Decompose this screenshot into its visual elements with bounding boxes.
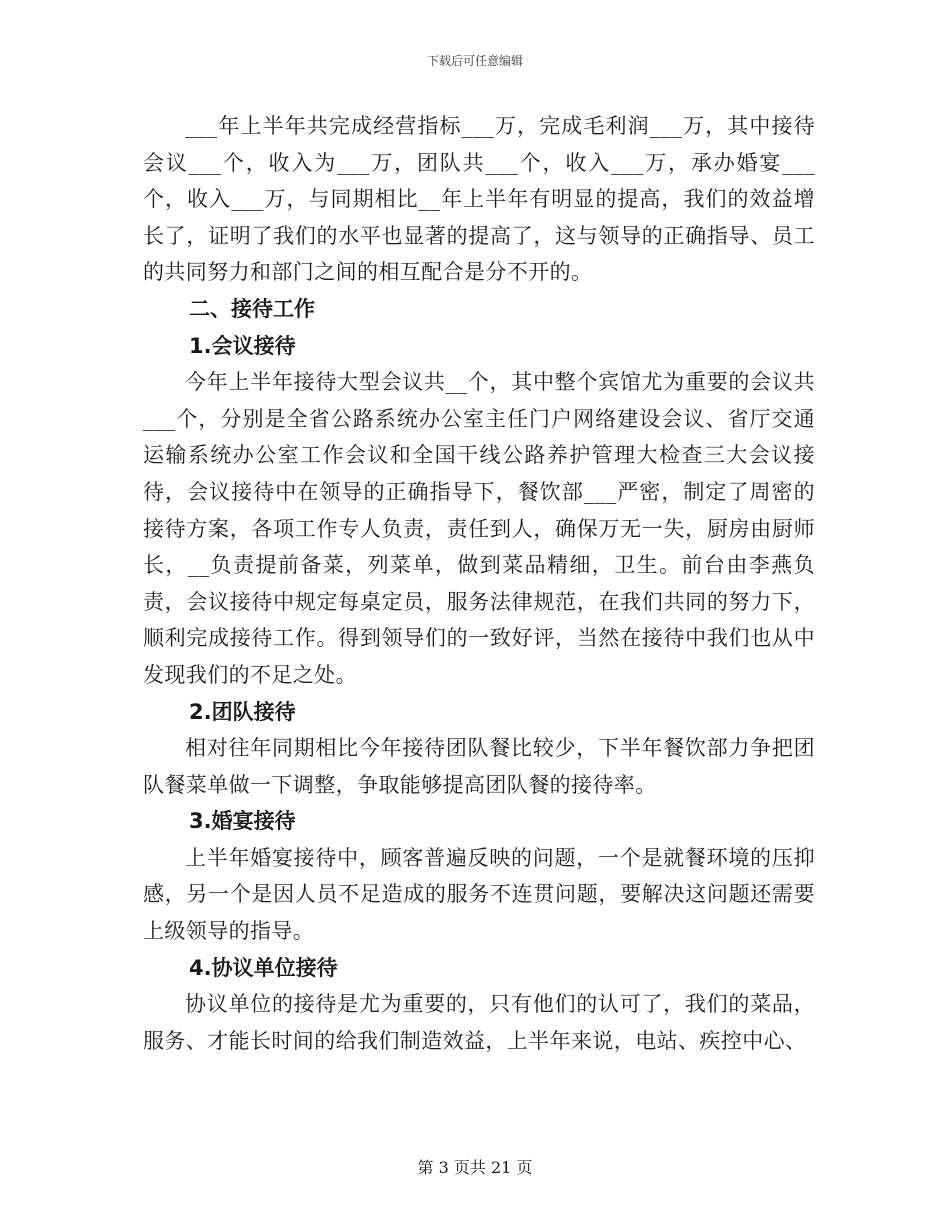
page-footer-page-number: 第 3 页共 21 页 [417, 1158, 533, 1177]
agreement-unit-paragraph: 协议单位的接待是尤为重要的，只有他们的认可了，我们的菜品，服务、才能长时间的给我们制造效益，上半年来说，电站、疾控中心、 [143, 992, 815, 1053]
subheading-group-reception: 2.团队接待 [189, 699, 296, 724]
subheading-meeting-reception: 1.会议接待 [189, 333, 296, 358]
wedding-reception-paragraph: 上半年婚宴接待中，顾客普遍反映的问题，一个是就餐环境的压抑感，另一个是因人员不足造成的服务不连贯问题，要解决这问题还需要上级领导的指导。 [143, 845, 815, 944]
summary-paragraph: ___年上半年共完成经营指标___万，完成毛利润___万，其中接待会议___个，收入为___万，团队共___个，收入___万，承办婚宴___个，收入___万，与同期相比__年上半年有明显的提高，我们的效益增长了，证明了我们的水平也显著的提高了，这与领导的正确指导、员工的共同努力和部门之间的相互配合是分不开的。 [143, 114, 815, 285]
meeting-reception-paragraph: 今年上半年接待大型会议共__个，其中整个宾馆尤为重要的会议共___个，分别是全省公路系统办公室主任门户网络建设会议、省厅交通运输系统办公室工作会议和全国干线公路养护管理大检查三大会议接待，会议接待中在领导的正确指导下，餐饮部___严密，制定了周密的接待方案，各项工作专人负责，责任到人，确保万无一失，厨房由厨师长，__负责提前备菜，列菜单，做到菜品精细，卫生。前台由李燕负责，会议接待中规定每桌定员，服务法律规范，在我们共同的努力下，顺利完成接待工作。得到领导们的一致好评，当然在接待中我们也从中发现我们的不足之处。 [143, 370, 815, 687]
section-heading-reception-work: 二、接待工作 [189, 296, 315, 321]
subheading-wedding-reception: 3.婚宴接待 [189, 809, 296, 834]
page-header: 下载后可任意编辑 [426, 54, 523, 68]
group-reception-paragraph: 相对往年同期相比今年接待团队餐比较少，下半年餐饮部力争把团队餐菜单做一下调整，争取能够提高团队餐的接待率。 [143, 736, 815, 797]
subheading-agreement-unit-reception: 4.协议单位接待 [189, 955, 338, 980]
document-body [143, 108, 815, 1059]
